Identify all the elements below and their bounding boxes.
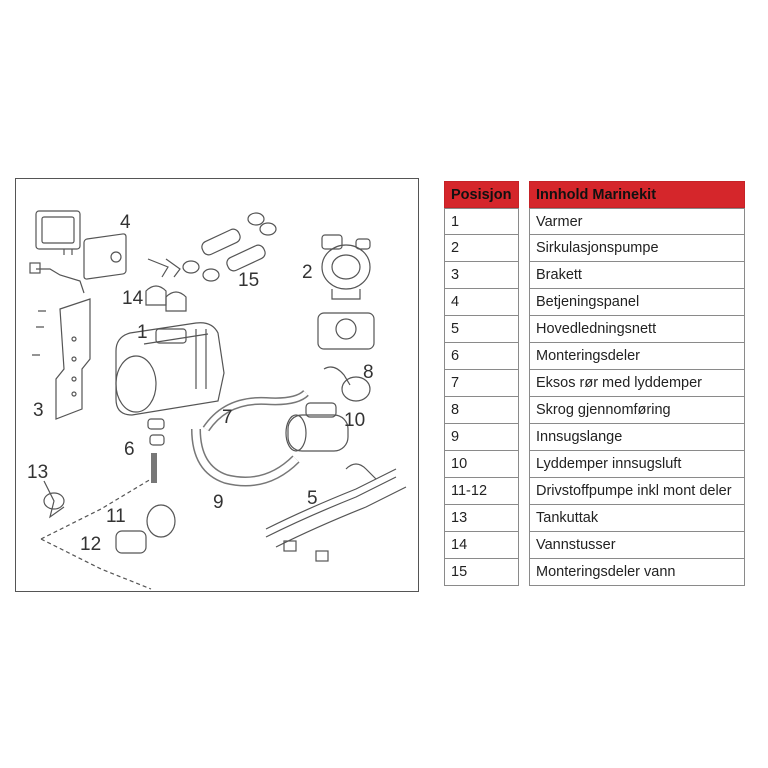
hose-parts [196, 393, 306, 482]
position-cell: 9 [444, 424, 519, 451]
position-cell: 13 [444, 505, 519, 532]
content-table-body [529, 208, 745, 586]
position-cell: 15 [444, 559, 519, 586]
circulation-pump-part [318, 235, 374, 349]
table-row [529, 451, 745, 478]
table-row [529, 235, 745, 262]
table-row [529, 559, 745, 586]
callout-10: 10 [344, 410, 366, 431]
callout-13: 13 [27, 462, 49, 483]
callout-5: 5 [307, 488, 318, 509]
content-cell: Innsugslange [529, 424, 745, 451]
table-row [529, 397, 745, 424]
position-cell: 2 [444, 235, 519, 262]
table-row [444, 262, 519, 289]
position-cell: 14 [444, 532, 519, 559]
callout-15: 15 [238, 270, 260, 291]
position-cell: 1 [444, 208, 519, 235]
table-row [444, 451, 519, 478]
fuel-pump-parts [41, 479, 175, 589]
callout-1: 1 [137, 322, 148, 343]
position-cell: 11-12 [444, 478, 519, 505]
position-cell: 3 [444, 262, 519, 289]
table-row [444, 370, 519, 397]
content-cell: Hovedledningsnett [529, 316, 745, 343]
table-row [444, 532, 519, 559]
content-cell: Sirkulasjonspumpe [529, 235, 745, 262]
table-row [444, 424, 519, 451]
table-row [444, 505, 519, 532]
position-cell: 8 [444, 397, 519, 424]
content-cell: Eksos rør med lyddemper [529, 370, 745, 397]
position-cell: 10 [444, 451, 519, 478]
content-cell: Vannstusser [529, 532, 745, 559]
water-hose-parts [183, 213, 276, 281]
table-row [529, 343, 745, 370]
table-row [529, 316, 745, 343]
content-cell: Varmer [529, 208, 745, 235]
callout-3: 3 [33, 400, 44, 421]
table-row [444, 397, 519, 424]
callout-14: 14 [122, 288, 144, 309]
content-cell: Lyddemper innsugsluft [529, 451, 745, 478]
table-row [444, 478, 519, 505]
table-row [529, 262, 745, 289]
position-table-body [444, 208, 519, 586]
mounting-parts [148, 419, 164, 483]
content-cell: Drivstoffpumpe inkl mont deler [529, 478, 745, 505]
callout-4: 4 [120, 212, 131, 233]
callout-2: 2 [302, 262, 313, 283]
position-cell: 6 [444, 343, 519, 370]
table-row [529, 478, 745, 505]
callout-11: 11 [106, 506, 126, 527]
parts-drawing [16, 179, 420, 593]
content-cell: Monteringsdeler [529, 343, 745, 370]
content-table [529, 181, 745, 586]
wiring-harness-part [266, 464, 406, 561]
table-row [444, 559, 519, 586]
table-row [529, 532, 745, 559]
content-cell: Tankuttak [529, 505, 745, 532]
position-table [444, 181, 519, 586]
table-row [529, 289, 745, 316]
table-row [529, 505, 745, 532]
content-header: Innhold Marinekit [529, 181, 745, 208]
callout-8: 8 [363, 362, 374, 383]
callout-12: 12 [80, 534, 102, 555]
table-row [529, 370, 745, 397]
table-row [444, 343, 519, 370]
table-row [444, 316, 519, 343]
content-cell: Brakett [529, 262, 745, 289]
table-row [444, 235, 519, 262]
table-row [444, 208, 519, 235]
water-fittings-part [146, 259, 186, 311]
intake-silencer-part [286, 403, 348, 451]
table-row [529, 424, 745, 451]
control-panel-part [30, 211, 126, 293]
table-row [529, 208, 745, 235]
exploded-parts-diagram [15, 178, 419, 592]
position-cell: 4 [444, 289, 519, 316]
callout-9: 9 [213, 492, 224, 513]
callout-6: 6 [124, 439, 135, 460]
content-cell: Monteringsdeler vann [529, 559, 745, 586]
content-cell: Skrog gjennomføring [529, 397, 745, 424]
table-row [444, 289, 519, 316]
position-cell: 7 [444, 370, 519, 397]
position-cell: 5 [444, 316, 519, 343]
heater-part [116, 323, 224, 415]
content-cell: Betjeningspanel [529, 289, 745, 316]
callout-7: 7 [222, 407, 233, 428]
position-header: Posisjon [444, 181, 519, 208]
